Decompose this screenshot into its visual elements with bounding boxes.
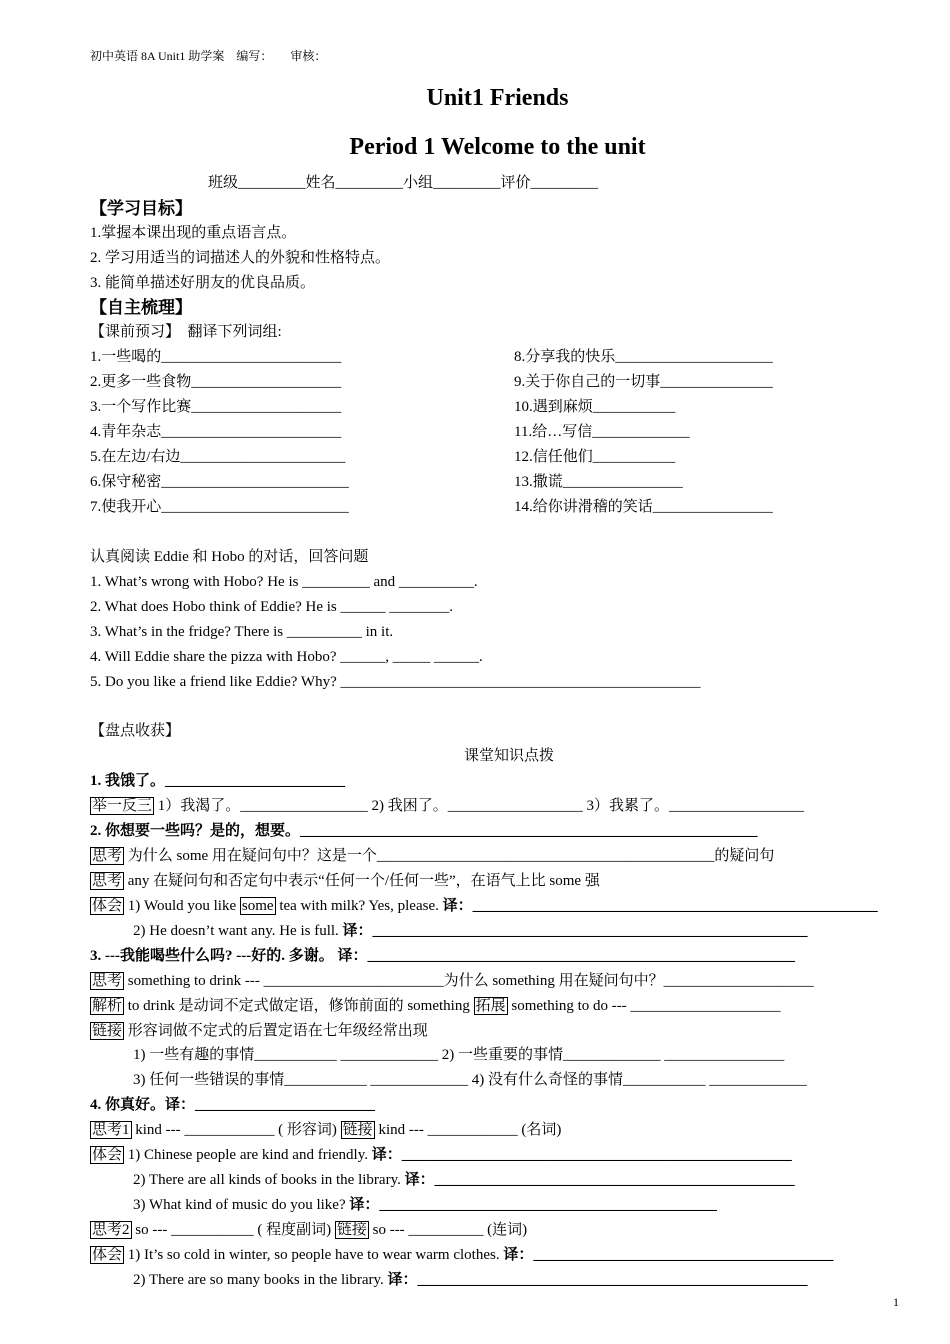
phrase-item: 6.保守秘密_________________________	[90, 474, 349, 490]
boxed-word: some	[241, 898, 274, 914]
link-text: kind --- ____________ (名词)	[378, 1122, 562, 1138]
knowledge-4-example-1	[90, 1146, 792, 1164]
link-tag: 链接	[92, 1023, 123, 1039]
knowledge-3-link	[90, 1022, 428, 1040]
reading-question: 4. Will Eddie share the pizza with Hobo? ______, _____ ______.	[90, 649, 483, 665]
translate-blank: 译：____________________________________________________	[371, 1147, 792, 1163]
reading-question: 1. What’s wrong with Hobo? He is _________ and __________.	[90, 574, 478, 590]
expand-text: something to do --- ____________________	[511, 998, 781, 1014]
think-text: kind --- ____________ ( 形容词)	[131, 1122, 341, 1138]
phrase-item: 11.给…写信_____________	[514, 424, 690, 440]
reading-question: 3. What’s in the fridge? There is __________ in it.	[90, 624, 394, 640]
summary-subheading: 课堂知识点拨	[464, 748, 555, 764]
reading-question: 5. Do you like a friend like Eddie? Why? ________________________________________________	[90, 674, 701, 690]
expand-tag: 拓展	[475, 998, 506, 1014]
example-text: 3) What kind of music do you like?	[133, 1197, 350, 1213]
reading-intro: 认真阅读 Eddie 和 Hobo 的对话，回答问题	[90, 549, 369, 565]
knowledge-2-example-2	[133, 922, 808, 940]
think-tag: 思考2	[92, 1222, 130, 1238]
translate-blank: 译：____________________________________________________	[387, 1272, 808, 1288]
experience-tag: 体会	[92, 1147, 123, 1163]
knowledge-3-title: 3. ---我能喝些什么吗? ---好的. 多谢。 译：_________________________________________________________	[90, 948, 795, 964]
knowledge-4-title: 4. 你真好。译：________________________	[90, 1097, 376, 1113]
translate-blank: 译：__________________________________________________________	[342, 923, 808, 939]
review-heading: 【自主梳理】	[90, 298, 192, 317]
think-tag: 思考1	[92, 1122, 130, 1138]
phrase-item: 8.分享我的快乐_____________________	[514, 349, 773, 365]
phrase-item: 12.信任他们___________	[514, 449, 676, 465]
phrase-item: 10.遇到麻烦___________	[514, 399, 676, 415]
knowledge-3-row-1: 1) 一些有趣的事情___________ _____________ 2) 一些重要的事情_____________ ________________	[133, 1047, 785, 1063]
preview-label: 【课前预习】 翻译下列词组:	[90, 324, 282, 340]
think-text: any 在疑问句和否定句中表示“任何一个/任何一些”，在语气上比 some 强	[127, 873, 600, 889]
goals-heading: 【学习目标】	[90, 199, 192, 218]
knowledge-3-analyze	[90, 997, 781, 1015]
think-tag: 思考	[92, 848, 123, 864]
page-number: 1	[893, 1295, 899, 1309]
link-tag: 链接	[342, 1122, 373, 1138]
goal-item: 1.掌握本课出现的重点语言点。	[90, 225, 297, 241]
translate-blank: 译：________________________________________________	[404, 1172, 795, 1188]
phrase-item: 7.使我开心_________________________	[90, 499, 349, 515]
knowledge-4-example-2	[133, 1171, 795, 1189]
knowledge-2-think-1	[90, 847, 774, 865]
phrase-item: 3.一个写作比赛____________________	[90, 399, 342, 415]
translate-blank: 译：______________________________________________________	[442, 898, 878, 914]
example-text: 2) There are all kinds of books in the library.	[133, 1172, 405, 1188]
summary-heading: 【盘点收获】	[90, 723, 181, 739]
knowledge-4-think-2	[90, 1221, 527, 1239]
analyze-text: to drink 是动词不定式做定语，修饰前面的 something	[124, 998, 474, 1014]
example-text: 2) There are so many books in the library.	[133, 1272, 388, 1288]
phrase-item: 2.更多一些食物____________________	[90, 374, 342, 390]
phrase-item: 14.给你讲滑稽的笑话________________	[514, 499, 773, 515]
example-text: 1) It’s so cold in winter, so people have to wear warm clothes.	[127, 1247, 504, 1263]
example-text: 1) Chinese people are kind and friendly.	[127, 1147, 372, 1163]
knowledge-3-row-2: 3) 任何一些错误的事情___________ _____________ 4) 没有什么奇怪的事情___________ _____________	[133, 1072, 807, 1088]
knowledge-4-think-1	[90, 1121, 561, 1139]
example-text: tea with milk? Yes, please.	[275, 898, 443, 914]
phrase-item: 1.一些喝的________________________	[90, 349, 342, 365]
phrase-item: 5.在左边/右边______________________	[90, 449, 346, 465]
phrase-item: 9.关于你自己的一切事_______________	[514, 374, 773, 390]
link-tag: 链接	[336, 1222, 367, 1238]
example-text: 1) Would you like	[127, 898, 240, 914]
analyze-tag: 解析	[92, 998, 123, 1014]
period-title: Period 1 Welcome to the unit	[349, 134, 646, 160]
link-text: 形容词做不定式的后置定语在七年级经常出现	[127, 1023, 428, 1039]
think-text: something to drink --- ________________________为什么 something 用在疑问句中？____________________	[127, 973, 814, 989]
phrase-item: 13.撒谎________________	[514, 474, 683, 490]
think-text: so --- ___________ ( 程度副词)	[131, 1222, 335, 1238]
experience-tag: 体会	[92, 1247, 123, 1263]
knowledge-2-title: 2. 你想要一些吗？是的，想要。_____________________________________________________________	[90, 823, 758, 839]
knowledge-2-think-2	[90, 872, 600, 890]
knowledge-4-example-5	[133, 1271, 808, 1289]
think-tag: 思考	[92, 973, 123, 989]
extend-tag: 举一反三	[92, 798, 153, 814]
class-info: 班级_________姓名_________小组_________评价_________	[208, 175, 599, 191]
phrase-item: 4.青年杂志________________________	[90, 424, 342, 440]
extend-text: 1）我渴了。_________________ 2) 我困了。__________________ 3）我累了。__________________	[157, 798, 805, 814]
experience-tag: 体会	[92, 898, 123, 914]
knowledge-1-extend	[90, 797, 804, 815]
knowledge-2-example-1	[90, 897, 878, 915]
knowledge-4-example-3	[133, 1196, 717, 1214]
goal-item: 3. 能简单描述好朋友的优良品质。	[90, 275, 316, 291]
link-text: so --- __________ (连词)	[372, 1222, 528, 1238]
translate-blank: 译：_____________________________________________	[349, 1197, 717, 1213]
reading-question: 2. What does Hobo think of Eddie? He is ______ ________.	[90, 599, 454, 615]
knowledge-3-think	[90, 972, 814, 990]
example-text: 2) He doesn’t want any. He is full.	[133, 923, 343, 939]
goal-item: 2. 学习用适当的词描述人的外貌和性格特点。	[90, 250, 391, 266]
page-header: 初中英语 8A Unit1 助学案 编写： 审核：	[90, 49, 327, 63]
translate-blank: 译：________________________________________	[503, 1247, 834, 1263]
unit-title: Unit1 Friends	[426, 85, 569, 111]
think-tag: 思考	[92, 873, 123, 889]
think-text: 为什么 some 用在疑问句中？这是一个_____________________________________________的疑问句	[127, 848, 775, 864]
knowledge-1-title: 1. 我饿了。________________________	[90, 773, 346, 789]
knowledge-4-example-4	[90, 1246, 833, 1264]
